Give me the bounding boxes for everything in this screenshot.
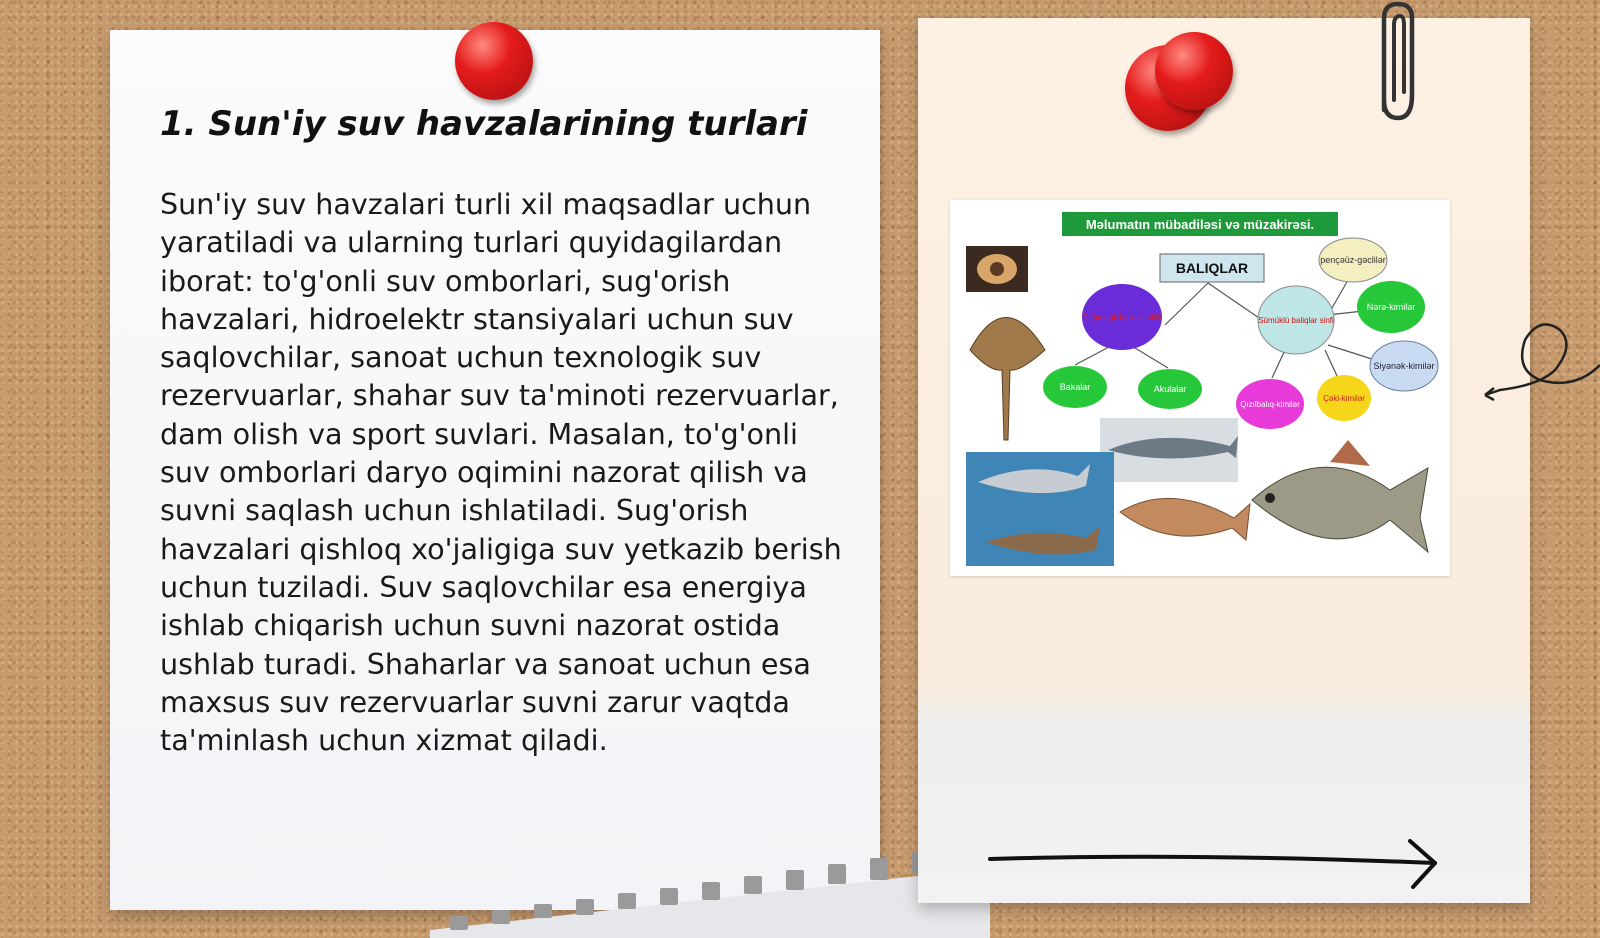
carp-illustration xyxy=(1252,467,1428,552)
left-note-card xyxy=(110,30,880,910)
nere-label: Nərə-kimilər xyxy=(1366,302,1416,312)
red-pushpin-icon xyxy=(455,22,533,100)
arrow-right-icon xyxy=(985,835,1445,895)
center-node-label: BALIQLAR xyxy=(1175,260,1249,276)
siyenek-label: Siyənək-kimilər xyxy=(1373,361,1435,371)
image-header-text: Məlumatın mübadiləsi və müzakirəsi. xyxy=(1085,217,1315,232)
slide-body-text: Sun'iy suv havzalari turli xil maqsadlar uchun yaratiladi va ularning turlari quyidagilardan iborat: to'g'onli suv omborlari, sug'orish havzalari, hidroelektr stansiyalari uchun suv saqlovchilar, sanoat uchun texnologik suv rezervuarlar, shahar suv ta'minoti rezervuarlar, dam olish va sport suvlari. Masalan, to'g'onli suv omborlari daryo oqimini nazorat qilish va suvni saqlash uchun ishlatiladi. Sug'orish havzalari qishloq xo'jaligiga suv yetkazib berish uchun tuziladi. Suv saqlovchilar esa energiya ishlab chiqarish uchun suvni nazorat ostida ushlab turadi. Shaharlar va sanoat uchun esa maxsus suv rezervuarlar suvni zarur vaqtda ta'minlash uchun xizmat qiladi. xyxy=(160,187,842,758)
sharks-label: Bakalar xyxy=(1059,382,1091,392)
rays-label: Akulalar xyxy=(1153,384,1187,394)
stingray-illustration xyxy=(970,318,1045,441)
paperclip-icon xyxy=(1370,0,1420,125)
cartilage-class-label: Qığırdaqlı baliqlar sinfi xyxy=(1082,313,1162,322)
string-loop-decoration xyxy=(1480,310,1600,420)
qizilbaliq-label: Qızılbalıq-kimilər xyxy=(1240,400,1300,409)
bony-class-label: Sümüklü baliqlar sinfi xyxy=(1258,316,1334,325)
slide-title: 1. Sun'iy suv havzalarining turlari xyxy=(160,104,808,144)
pencekuzgecliler-label: pençəüz-gəclilər xyxy=(1320,255,1386,265)
fish-classification-image xyxy=(950,200,1450,576)
fish-diagram-svg xyxy=(950,200,1450,576)
salmon-illustration xyxy=(1120,498,1250,540)
cekikimiler-label: Çəki-kimilər xyxy=(1323,394,1365,403)
red-pushpin-icon xyxy=(1155,32,1233,110)
torn-paper-edge xyxy=(430,838,990,938)
